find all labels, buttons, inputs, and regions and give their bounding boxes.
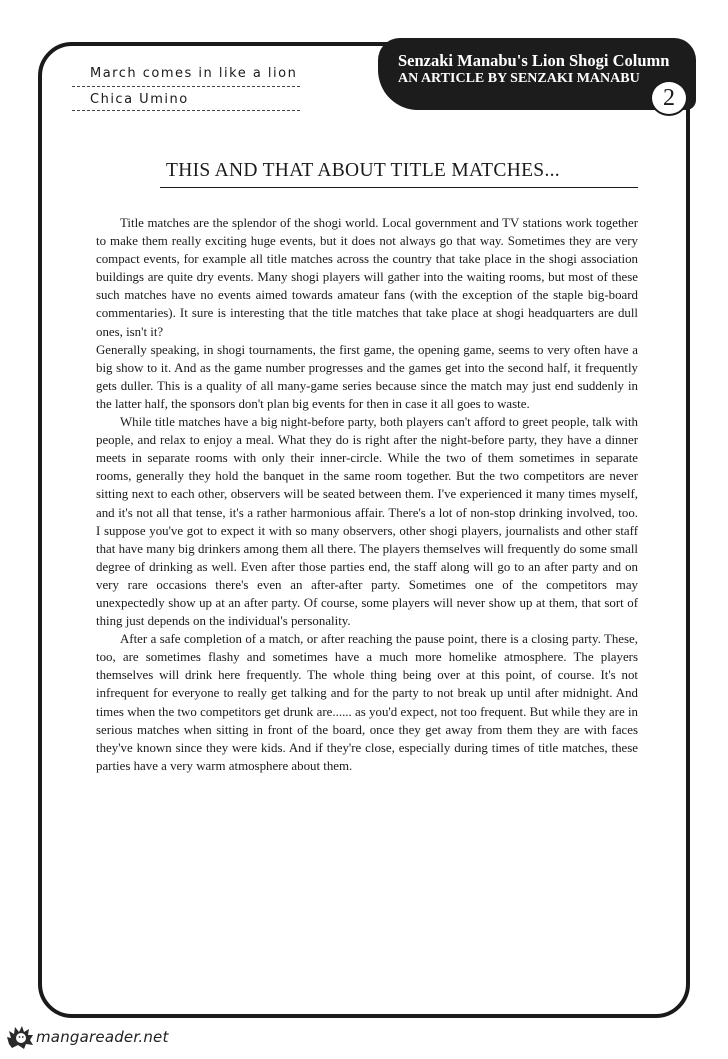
header-rule-top bbox=[72, 86, 300, 87]
watermark-text: mangareader.net bbox=[36, 1028, 169, 1046]
watermark bbox=[6, 1024, 169, 1050]
article-paragraph: After a safe completion of a match, or after reaching the pause point, there is a closing party. These, too, are sometimes flashy and sometimes have a much more homelike atmosphere. The players themselves will drink here frequently. The whole thing being over at this point, of course. It's not infrequent for everyone to really get talking and for the party to not break up until after midnight. And times when the two competitors get drunk are...... as you'd expect, not too frequent. But while they are in serious matches when sitting in front of the board, once they get away from them they are with faces they've known since they were kids. And if they're close, especially during times of title matches, these parties have a very warm atmosphere about them. bbox=[96, 632, 638, 773]
column-byline: AN ARTICLE BY SENZAKI MANABU bbox=[398, 71, 640, 86]
article-body bbox=[96, 214, 638, 775]
header-rule-bottom bbox=[72, 110, 300, 111]
article-headline: THIS AND THAT ABOUT TITLE MATCHES... bbox=[166, 160, 560, 181]
series-title: March comes in like a lion bbox=[90, 66, 298, 81]
author-name: Chica Umino bbox=[90, 92, 189, 107]
issue-number-badge: 2 bbox=[650, 80, 688, 116]
lion-head-icon bbox=[6, 1024, 34, 1050]
article-paragraph: Generally speaking, in shogi tournaments, the first game, the opening game, seems to very often have a big show to it. And as the game number progresses and the games get into the second half, it frequently gets duller. This is a quality of all many-game series because since the match may just end suddenly in the latter half, the sponsors don't plan big events for then in case it all goes to waste. bbox=[96, 342, 638, 411]
article-paragraph: While title matches have a big night-before party, both players can't afford to greet people, talk with people, and relax to enjoy a meal. What they do is right after the night-before party, they have a dinner meets in separate rooms with only their inner-circle. While the two of them sometimes in separate rooms, generally they hold the banquet in the same room together. But the two competitors are never sitting next to each other, observers will be seated between them. I've experienced it many times myself, and it's not all that tense, it's a rather harmonious affair. There's a lot of non-stop drinking involved, too. I suppose you've got to expect it with so many observers, other shogi players, journalists and other staff that have many big drinkers among them all there. The players themselves will frequently do some small degree of drinking as well. Even after those parties end, the staff along will go to an after party and on very rare occasions there's even an after-after party. Sometimes one of the competitors may unexpectedly show up at an after party. Of course, some players will never show up at them, that sort of thing just depends on the individual's personality. bbox=[96, 415, 638, 629]
article-paragraph: Title matches are the splendor of the shogi world. Local government and TV stations work together to make them really exciting huge events, but it does not always go that way. Sometimes they are very compact events, for example all title matches across the country that take place in the shogi association buildings are quite dry events. Many shogi players will gather into the waiting rooms, but most of these such matches have no events aimed towards amateur fans (with the exception of the staple big-board commentaries). It sure is interesting that the title matches that take place at shogi headquarters are dull ones, isn't it? bbox=[96, 216, 638, 339]
headline-underline bbox=[160, 187, 638, 188]
column-banner bbox=[378, 38, 696, 110]
column-title: Senzaki Manabu's Lion Shogi Column bbox=[398, 51, 670, 70]
